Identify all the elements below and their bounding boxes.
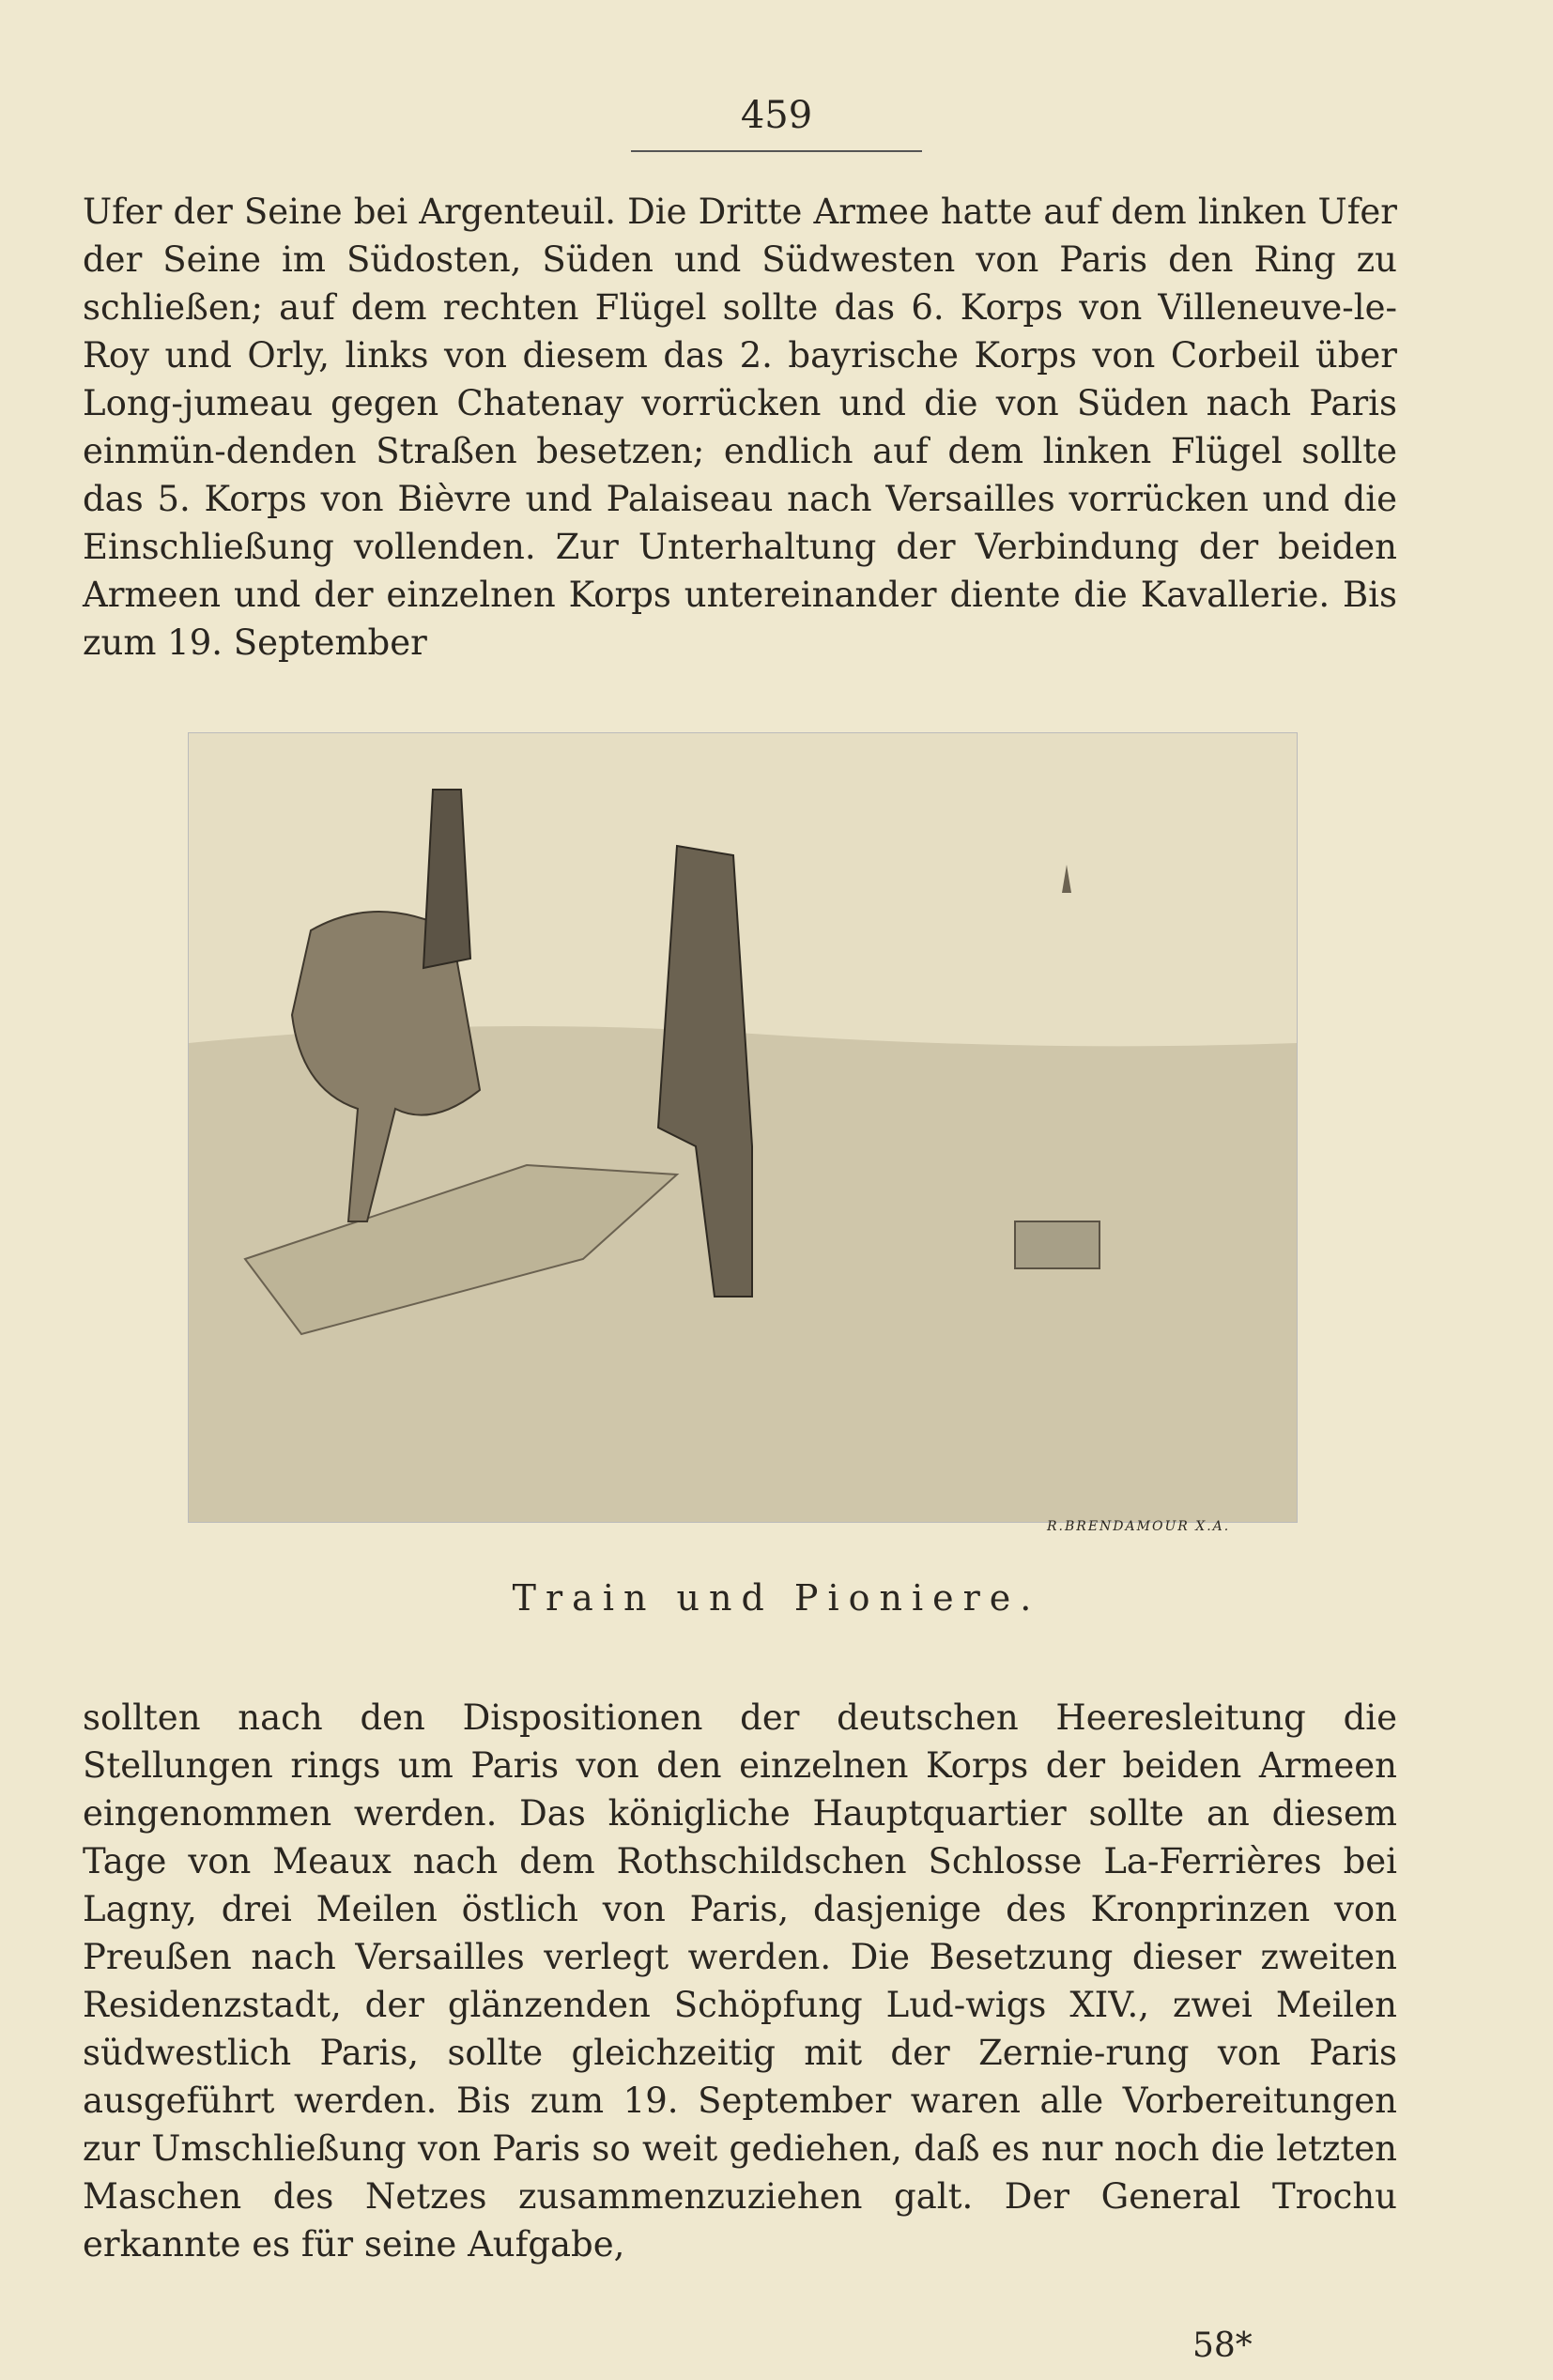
engraver-signature: R.BRENDAMOUR X.A. xyxy=(1047,1519,1231,1534)
paragraph-bottom: sollten nach den Dispositionen der deutschen Heeresleitung die Stellungen rings um Paris von den einzelnen Korps der beiden Armeen eingenommen werden. Das königliche Hauptquartier sollte an diesem Tage von Meaux nach dem Rothschildschen Schlosse La-Ferrières bei Lagny, drei Meilen östlich von Paris, dasjenige des Kronprinzen von Preußen nach Versailles verlegt werden. Die Besetzung dieser zweiten Residenzstadt, der glänzenden Schöpfung Lud-wigs XIV., zwei Meilen südwestlich Paris, sollte gleichzeitig mit der Zernie-rung von Paris ausgeführt werden. Bis zum 19. September waren alle Vorbereitungen zur Umschließung von Paris so weit gediehen, daß es nur noch die letzten Maschen des Netzes zusammenzuziehen galt. Der General Trochu erkannte es für seine Aufgabe, xyxy=(83,1697,1397,2265)
signature-mark: 58* xyxy=(1192,2326,1253,2365)
illustration-svg xyxy=(189,733,1297,1522)
page-number: 459 xyxy=(740,94,813,137)
paragraph-top: Ufer der Seine bei Argenteuil. Die Dritte Armee hatte auf dem linken Ufer der Seine im Südosten, Süden und Südwesten von Paris den Ring zu schließen; auf dem rechten Flügel sollte das 6. Korps von Villeneuve-le-Roy und Orly, links von diesem das 2. bayrische Korps von Corbeil über Long-jumeau gegen Chatenay vorrücken und die von Süden nach Paris einmün-denden Straßen besetzen; endlich auf dem linken Flügel sollte das 5. Korps von Bièvre und Palaiseau nach Versailles vorrücken und die Einschließung vollenden. Zur Unterhaltung der Verbindung der beiden Armeen und der einzelnen Korps untereinander diente die Kavallerie. Bis zum 19. September xyxy=(83,192,1397,663)
illustration-caption: Train und Pioniere. xyxy=(512,1577,1041,1619)
illustration xyxy=(188,732,1298,1523)
header-rule xyxy=(631,150,922,152)
